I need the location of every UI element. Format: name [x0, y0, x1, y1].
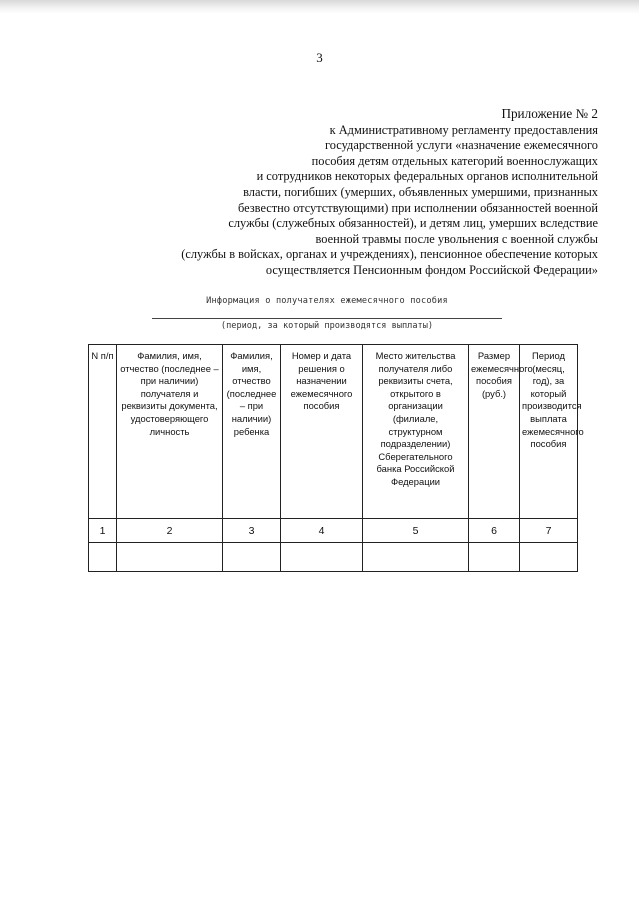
table-header-row: [89, 345, 578, 519]
appendix-line: власти, погибших (умерших, объявленных умершими, признанных: [243, 184, 598, 199]
column-number: 7: [520, 519, 578, 543]
header-cell-amount: Размер ежемесячного пособия (руб.): [469, 345, 520, 519]
column-number: 4: [281, 519, 363, 543]
table-cell: [469, 543, 520, 572]
appendix-header: [128, 106, 598, 279]
appendix-line: пособия детям отдельных категорий военнослужащих: [311, 153, 598, 168]
table-cell: [281, 543, 363, 572]
appendix-line: безвестно отсутствующими) при исполнении обязанностей военной: [237, 200, 598, 215]
appendix-line: осуществляется Пенсионным фондом Российской Федерации»: [265, 262, 598, 277]
column-number: 3: [223, 519, 281, 543]
table-cell: [520, 543, 578, 572]
column-number: 1: [89, 519, 117, 543]
table-column-numbers-row: [89, 519, 578, 543]
appendix-line: государственной услуги «назначение ежемесячного: [324, 138, 598, 153]
header-cell-decision: Номер и дата решения о назначении ежемесячного пособия: [281, 345, 363, 519]
header-cell-recipient: Фамилия, имя, отчество (последнее – при наличии) получателя и реквизиты документа, удостоверяющего личность: [117, 345, 223, 519]
page-number: 3: [316, 50, 323, 65]
scan-edge: [0, 0, 639, 14]
column-number: 6: [469, 519, 520, 543]
header-cell-number: N п/п: [89, 345, 117, 519]
table-cell: [117, 543, 223, 572]
recipients-table: [88, 344, 584, 572]
column-number: 2: [117, 519, 223, 543]
table-cell: [223, 543, 281, 572]
column-number: 5: [363, 519, 469, 543]
period-input-line: [152, 318, 502, 319]
appendix-title: Приложение № 2: [501, 106, 598, 121]
appendix-line: службы (служебных обязанностей), и детям лиц, умерших вследствие: [228, 216, 598, 231]
table-cell: [89, 543, 117, 572]
appendix-line: к Административному регламенту предоставления: [329, 122, 598, 137]
appendix-line: военной травмы после увольнения с военной службы: [315, 231, 598, 246]
table-row: [89, 543, 578, 572]
table-cell: [363, 543, 469, 572]
header-cell-period: Период (месяц, год), за который производится выплата ежемесячного пособия: [520, 345, 578, 519]
header-cell-child: Фамилия, имя, отчество (последнее – при наличии) ребенка: [223, 345, 281, 519]
header-cell-residence: Место жительства получателя либо реквизиты счета, открытого в организации (филиале, структурном подразделении) Сберегательного банка Российской Федерации: [363, 345, 469, 519]
form-title: Информация о получателях ежемесячного пособия: [206, 296, 448, 306]
appendix-line: (службы в войсках, органах и учреждениях), пенсионное обеспечение которых: [181, 247, 598, 262]
period-caption: (период, за который производятся выплаты): [220, 321, 434, 331]
appendix-line: и сотрудников некоторых федеральных органов исполнительной: [256, 169, 598, 184]
